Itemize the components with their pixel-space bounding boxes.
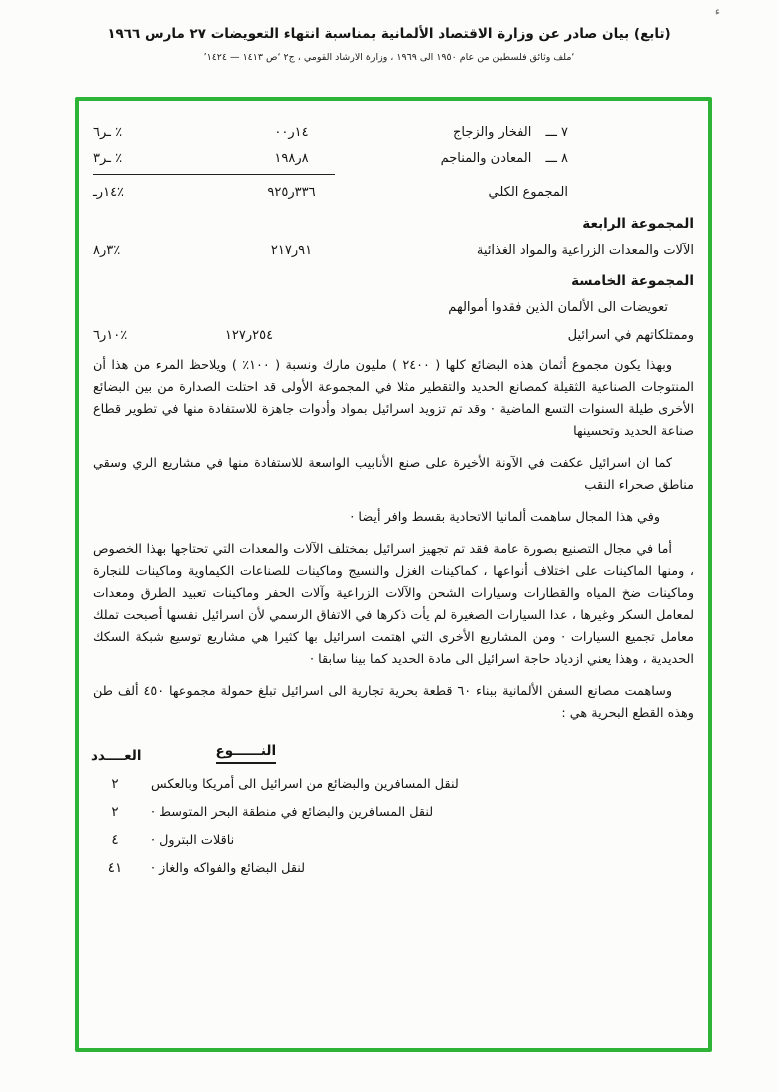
row-percent: ٦رـ ٪: [93, 125, 123, 140]
row-index: ٧ ـــ: [545, 125, 568, 140]
ship-count: ٢: [111, 776, 119, 792]
ship-type: لنقل البضائع والفواكه والغاز ·: [151, 861, 306, 876]
row-percent: ٣رـ ٪: [93, 150, 123, 166]
document-header: [40, 26, 738, 63]
row-percent: ٦ر١٠٪: [93, 327, 128, 343]
group5-heading: المجموعة الخامسة: [571, 273, 694, 289]
total-label: المجموع الكلي: [488, 185, 568, 200]
paragraph-2: كما ان اسرائيل عكفت في الآونة الأخيرة على صنع الأنابيب الواسعة للاستفادة منها في مشاريع الري وسقي مناطق صحراء النقب: [93, 456, 694, 493]
row-value: ٠٠ر١٤: [274, 125, 309, 140]
paragraph-5: وساهمت مصانع السفن الألمانية ببناء ٦٠ قطعة بحرية تجارية الى اسرائيل تبلغ حمولة مجموعها ٤٥٠ ألف طن وهذه القطع البحرية هي :: [93, 684, 694, 721]
paragraph-3: وفي هذا المجال ساهمت ألمانيا الاتحادية بقسط وافر أيضا ·: [350, 510, 660, 525]
table-row-metals-mines: [93, 149, 694, 169]
ship-type: لنقل المسافرين والبضائع في منطقة البحر المتوسط ·: [151, 805, 434, 820]
row-value: ١٩٨ر٨: [274, 150, 309, 166]
row-index: ٨ ـــ: [545, 150, 568, 166]
total-value: ٩٢٥ر٣٣٦: [267, 185, 316, 200]
row-label: وممتلكاتهم في اسرائيل: [567, 327, 694, 343]
document-body: [79, 101, 708, 1048]
row-percent: ٨ر٣٪: [93, 242, 121, 258]
ship-type: ناقلات البترول ·: [151, 833, 235, 848]
row-label: المعادن والمناجم: [440, 150, 532, 166]
ship-type: لنقل المسافرين والبضائع من اسرائيل الى أمريكا وبالعكس: [151, 777, 459, 792]
ship-row: [93, 804, 694, 820]
ship-count: ٤١: [107, 860, 123, 876]
group5-row: [93, 326, 694, 346]
document-source-citation: ‘ملف وثائق فلسطين من عام ١٩٥٠ الى ١٩٦٩ ، وزارة الارشاد القومي ، ج٢ ‘ص ١٤١٣ — ١٤٢٤’: [203, 52, 575, 63]
ships-table: [93, 743, 694, 876]
group4-heading: المجموعة الرابعة: [582, 215, 694, 232]
type-column-header: النــــــوع: [216, 743, 277, 764]
row-value: ٢١٧ر٩١: [270, 242, 313, 258]
table-row-pottery-glass: [93, 123, 694, 143]
row-value: ١٢٧ر٢٥٤: [224, 327, 274, 343]
scan-artifact-mark: ء: [714, 5, 720, 18]
paragraph-4: أما في مجال التصنيع بصورة عامة فقد تم تجهيز اسرائيل بمختلف الآلات والمعدات التي تحتاجها بهذا الخصوص ، ومنها الماكينات على اختلاف أنواعها ، كماكينات الغزل والنسيج وماكينات للصناعات الكيماوية وماكينات للنجارة وماكينات ضخ المياه والقطارات وسيارات الشحن والآلات الزراعية وآلات الحفر وماكينات تعبيد الطرق ومعدات لمعامل السكر وغيرها ، عدا السيارات الصغيرة لم يأت ذكرها في الاتفاق الرسمي لأن اسرائيل نفسها أصبحت تملك معامل تجميع السيارات · ومن المشاريع الأخرى التي اهتمت اسرائيل بها كثيرا هي مشاريع توسيع شبكة السكك الحديدية ، وهذا يعني ازدياد حاجة اسرائيل الى مادة الحديد كما بينا سابقا ·: [93, 542, 694, 667]
group4-row: [93, 241, 694, 261]
total-percent: ـر١٤٪: [93, 185, 125, 200]
document-title: (تابع) بيان صادر عن وزارة الاقتصاد الألمانية بمناسبة انتهاء التعويضات ٢٧ مارس ١٩٦٦: [107, 26, 671, 42]
ship-count: ٢: [111, 804, 119, 820]
count-column-header: العــــدد: [91, 748, 142, 764]
group5-intro: تعويضات الى الألمان الذين فقدوا أموالهم: [448, 300, 668, 315]
paragraph-1: وبهذا يكون مجموع أثمان هذه البضائع كلها ( ٢٤٠٠ ) مليون مارك ونسبة ( ١٠٠٪ ) ويلاحظ المرء من هذا أن المنتوجات الصناعية الثقيلة كمصانع الحديد والتقطير مثلا في المجموعة الأولى قد احتلت الصدارة من بين البضائع الأخرى طيلة السنوات التسع الماضية · وقد تم تزويد اسرائيل بمواد وأدوات جاهزة للاستفادة منها في تطوير قطاع صناعة الحديد وتحسينها: [93, 358, 694, 439]
ship-row: [93, 832, 694, 848]
highlight-frame: [75, 97, 712, 1052]
summary-table: [93, 123, 694, 203]
sum-divider: [93, 174, 335, 175]
row-label: الفخار والزجاج: [452, 125, 532, 140]
ships-header: [93, 743, 694, 764]
ship-row: [93, 860, 694, 876]
ship-row: [93, 776, 694, 792]
ship-count: ٤: [111, 832, 119, 848]
total-row: [93, 183, 694, 203]
row-label: الآلات والمعدات الزراعية والمواد الغذائية: [476, 242, 694, 258]
